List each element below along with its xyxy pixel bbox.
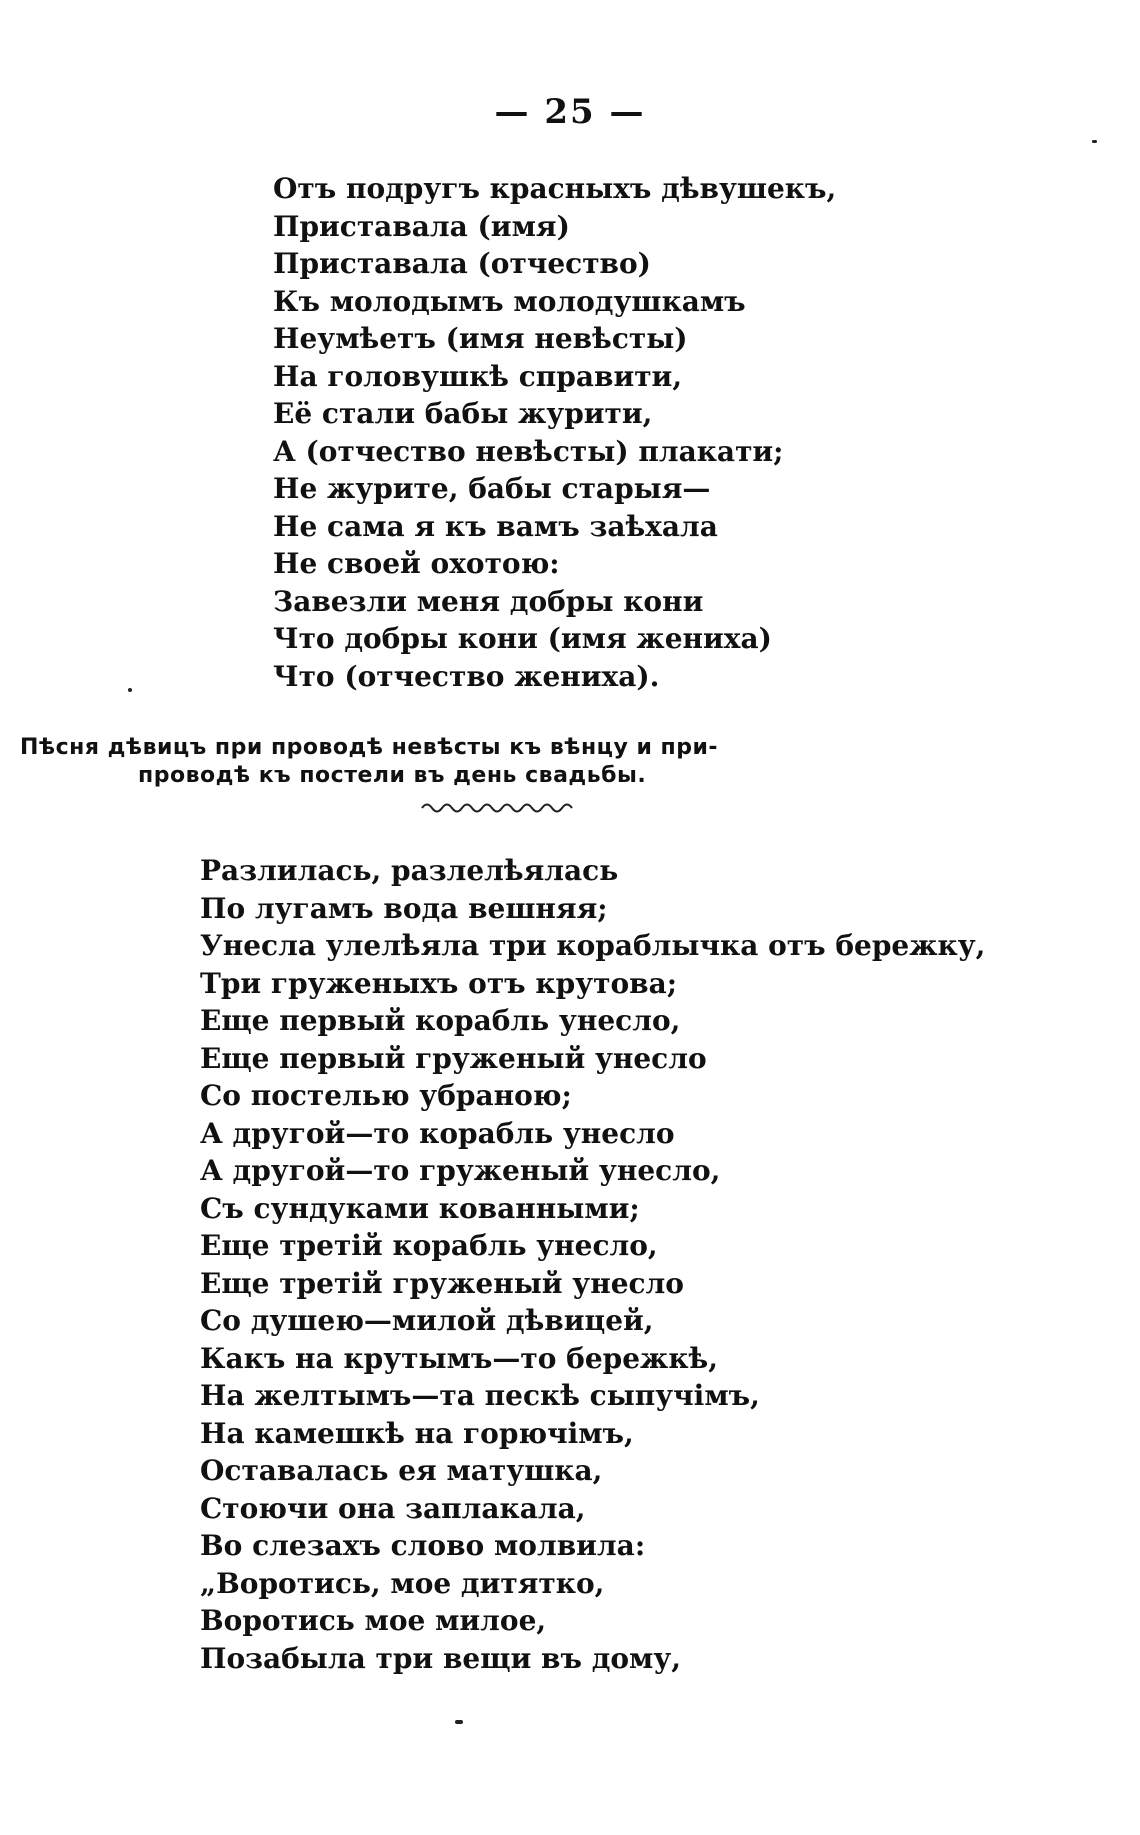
verse-line: А другой—то груженый унесло,: [200, 1154, 721, 1187]
verse-line: Не сама я къ вамъ заѣхала: [273, 509, 718, 543]
verse-line: А (отчество невѣсты) плакати;: [273, 434, 784, 468]
verse-line: Стоючи она заплакала,: [200, 1491, 586, 1525]
verse-line: На камешкѣ на горючімъ,: [200, 1416, 634, 1450]
verse-line: Съ сундуками кованными;: [200, 1191, 640, 1225]
stanza-2: [200, 852, 985, 1677]
verse-line: Оставалась ея матушка,: [200, 1454, 603, 1487]
verse-line: Разлилась, разлелѣялась: [200, 854, 619, 887]
print-speck: [128, 688, 132, 692]
print-speck: [455, 1720, 463, 1724]
verse-line: Три груженыхъ отъ крутова;: [200, 966, 678, 1000]
verse-line: Во слезахъ слово молвила:: [200, 1529, 646, 1562]
verse-line: Приставала (отчество): [273, 247, 651, 280]
verse-line: Завезли меня добры кони: [273, 584, 704, 618]
verse-line: Позабыла три вещи въ дому,: [200, 1641, 682, 1675]
verse-line: Приставала (имя): [273, 209, 570, 243]
verse-line: Что (отчество жениха).: [273, 659, 660, 693]
print-speck: [1092, 140, 1097, 143]
verse-line: Её стали бабы журити,: [273, 397, 653, 430]
verse-line: Что добры кони (имя жениха): [273, 622, 772, 655]
song-title: [20, 734, 960, 790]
verse-line: „Воротись, мое дитятко,: [200, 1566, 605, 1600]
verse-line: Еще первый груженый унесло: [200, 1041, 707, 1075]
verse-line: Неумѣетъ (имя невѣсты): [273, 322, 688, 355]
verse-line: Не журите, бабы старыя—: [273, 472, 711, 505]
wavy-divider-ornament: [420, 800, 580, 816]
verse-line: По лугамъ вода вешняя;: [200, 891, 608, 925]
verse-line: Воротись мое милое,: [200, 1604, 547, 1637]
verse-line: Еще третій груженый унесло: [200, 1266, 684, 1300]
verse-line: Еще третій корабль унесло,: [200, 1229, 658, 1262]
verse-line: Не своей охотою:: [273, 547, 560, 580]
verse-line: Унесла улелѣяла три кораблычка отъ бережку,: [200, 929, 986, 962]
verse-line: Со постелью убраною;: [200, 1079, 572, 1112]
verse-line: Со душею—милой дѣвицей,: [200, 1304, 654, 1337]
stanza-1: [273, 170, 836, 695]
verse-line: А другой—то корабль унесло: [200, 1116, 675, 1150]
song-title-line-2: проводѣ къ постели въ день свадьбы.: [138, 763, 647, 788]
verse-line: Отъ подругъ красныхъ дѣвушекъ,: [273, 172, 837, 205]
song-title-line-1: Пѣсня дѣвицъ при проводѣ невѣсты къ вѣнцу и при-: [20, 735, 719, 760]
page-number: — 25 —: [494, 92, 646, 132]
verse-line: Какъ на крутымъ—то бережкѣ,: [200, 1341, 718, 1375]
verse-line: Еще первый корабль унесло,: [200, 1004, 681, 1037]
verse-line: На желтымъ—та пескѣ сыпучімъ,: [200, 1379, 760, 1412]
verse-line: Къ молодымъ молодушкамъ: [273, 284, 746, 318]
verse-line: На головушкѣ справити,: [273, 359, 683, 393]
